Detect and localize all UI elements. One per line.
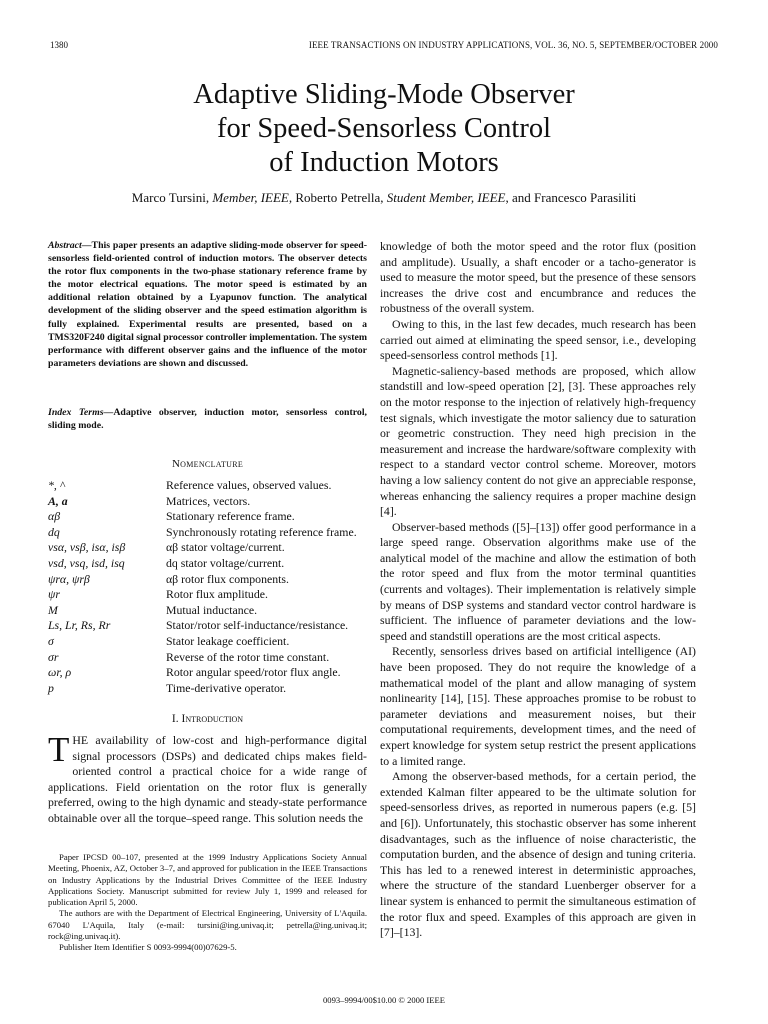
nomenclature-row — [48, 587, 368, 603]
nomenclature-row — [48, 478, 368, 494]
right-column — [380, 239, 696, 941]
nomenclature-row — [48, 681, 368, 697]
nomenclature-definition: Synchronously rotating reference frame. — [166, 524, 357, 539]
nomenclature-symbol: ωr, ρ — [48, 665, 72, 680]
nomenclature-definition: Reverse of the rotor time constant. — [166, 649, 330, 664]
nomenclature-definition: Rotor flux amplitude. — [166, 587, 268, 602]
nomenclature-row — [48, 572, 368, 588]
author-role: Member, IEEE — [212, 190, 289, 205]
nomenclature-symbol: A, a — [48, 493, 68, 508]
nomenclature-symbol: σr — [48, 649, 59, 664]
author-name: Marco Tursini, — [131, 190, 210, 205]
nomenclature-definition: dq stator voltage/current. — [166, 555, 285, 570]
body-paragraph: knowledge of both the motor speed and the rotor flux (position and amplitude). Usually, a shaft encoder or a tacho-generator is used to measure the motor speed, but the presence of these sensors increases the drive cost and encumbrance and reduces the robustness of the overall system. — [380, 239, 696, 316]
nomenclature-symbol: vsα, vsβ, isα, isβ — [48, 540, 126, 555]
body-paragraph: Among the observer-based methods, for a certain period, the extended Kalman filter appeared to be the ultimate solution for speed-sensorless drives, as reported in numerous papers (e.g. [5] and [6]). Unfortunately, this stochastic observer has some inherent disadvantages, such as the influence of noise characteristic, the computation burden, and the absence of design and tuning criteria. This has led to a renewed interest in deterministic approaches, where the structure of the standard Luenberger observer for a linear system is enhanced to permit the simultaneous estimation of the rotor flux and speed. Examples of this approach are given in [7]–[13]. — [380, 769, 696, 940]
nomenclature-symbol: *, ^ — [48, 478, 65, 492]
nomenclature-symbol: ψr — [48, 587, 60, 602]
nomenclature-definition: Matrices, vectors. — [166, 493, 251, 508]
body-paragraph: Recently, sensorless drives based on artificial intelligence (AI) have been proposed. They do not require the knowledge of a mathematical model of the plant and allow managing of system nonlinearity [14], [15]. These approaches promise to be robust to parameter deviations and measurement noises, but their computational requirements, development times, and the need of expert knowledge for system setup restrict the present applications to a limited range. — [380, 644, 696, 768]
author-list — [0, 190, 768, 206]
page-number: 1380 — [50, 40, 68, 50]
nomenclature-definition: Mutual inductance. — [166, 602, 258, 617]
nomenclature-row — [48, 618, 368, 634]
nomenclature-definition: αβ stator voltage/current. — [166, 540, 285, 555]
nomenclature-symbol: M — [48, 602, 58, 617]
nomenclature-row — [48, 525, 368, 541]
index-terms-lead: Index Terms— — [48, 407, 114, 418]
nomenclature-symbol: vsd, vsq, isd, isq — [48, 555, 125, 570]
running-header — [50, 40, 718, 54]
abstract-lead: Abstract— — [48, 240, 92, 251]
footnote — [48, 852, 367, 954]
title-line: Adaptive Sliding-Mode Observer — [193, 79, 575, 110]
title-line: for Speed-Sensorless Control — [216, 113, 552, 144]
body-paragraph: Magnetic-saliency-based methods are proposed, which allow standstill and low-speed operation [2], [3]. These approaches rely on the motor response to the injection of relatively high-frequency test signals, which investigate the motor saliency due to saturation or geometric construction. They need high precision in the measurement and increase the hardware/software complexity with respect to a standard vector control scheme. Moreover, motors having a low saliency content do not give an appreciable response, whereas enhancing the saliency requires a proper machine design [4]. — [380, 363, 696, 519]
nomenclature-symbol: p — [48, 680, 54, 695]
nomenclature-definition: αβ rotor flux components. — [166, 571, 289, 586]
index-terms-text: Adaptive observer, induction motor, sensorless control, sliding mode. — [48, 407, 367, 432]
nomenclature-row — [48, 665, 368, 681]
footnote-paragraph: Paper IPCSD 00–107, presented at the 1999 Industry Applications Society Annual Meeting, Phoenix, AZ, October 3–7, and approved for publication in the IEEE Transactions on Industry Applications by the Industrial Drives Committee of the IEEE Industry Applications Society. Manuscript submitted for review July 1, 1999 and released for publication April 5, 2000. — [48, 852, 367, 908]
nomenclature-symbol: αβ — [48, 509, 61, 524]
nomenclature-symbol: ψrα, ψrβ — [48, 571, 90, 586]
nomenclature-table — [48, 478, 368, 696]
nomenclature-symbol: dq — [48, 524, 60, 539]
nomenclature-row — [48, 634, 368, 650]
body-paragraph: Observer-based methods ([5]–[13]) offer good performance in a large speed range. Observation algorithms make use of the analytical model of the machine and allow the estimation of both the rotor speed and flux from the motor terminal quantities (currents and voltages). Their implementation is relatively simple by means of DSP systems and standard vector control hardware is sufficient. The influence of parameter deviations and the low-speed and standstill operations are the most critical aspects. — [380, 519, 696, 643]
introduction-body: HE availability of low-cost and high-performance digital signal processors (DSPs) and dedicated chips makes field-oriented control a practical choice for a wide range of applications. Field orientation on the rotor flux is generally preferred, owing to the high dynamic and steady-state performance obtainable over all the torque–speed range. This solution needs the — [48, 733, 367, 825]
nomenclature-symbol: Ls, Lr, Rs, Rr — [48, 618, 111, 633]
author-name: , and Francesco Parasiliti — [505, 190, 637, 205]
journal-header: IEEE TRANSACTIONS ON INDUSTRY APPLICATIONS, VOL. 36, NO. 5, SEPTEMBER/OCTOBER 2000 — [308, 40, 718, 50]
nomenclature-row — [48, 650, 368, 666]
nomenclature-definition: Rotor angular speed/rotor flux angle. — [166, 665, 341, 680]
nomenclature-row — [48, 494, 368, 510]
nomenclature-definition: Stator/rotor self-inductance/resistance. — [166, 618, 349, 633]
nomenclature-row — [48, 556, 368, 572]
nomenclature-row — [48, 603, 368, 619]
paper-title — [0, 78, 768, 180]
index-terms — [48, 406, 367, 432]
abstract — [48, 239, 367, 370]
title-line: of Induction Motors — [269, 147, 499, 178]
nomenclature-definition: Time-derivative operator. — [166, 680, 287, 695]
copyright-footer: 0093–9994/00$10.00 © 2000 IEEE — [322, 995, 446, 1005]
nomenclature-heading: Nomenclature — [171, 458, 244, 470]
body-paragraph: Owing to this, in the last few decades, much research has been carried out aimed at eliminating the speed sensor, i.e., developing speed-sensorless control methods [1]. — [380, 316, 696, 363]
author-role: Student Member, IEEE — [386, 190, 506, 205]
abstract-text: This paper presents an adaptive sliding-mode observer for speed-sensorless field-oriented control of induction motors. The observer detects the rotor flux components in the two-phase stationary reference frame by the motor electrical equations. The motor speed is estimated by an additional relation obtained by a Lyapunov function. The analytical development of the sliding observer and the speed estimation algorithm is fully explained. Experimental results are presented, based on a TMS320F240 digital signal processor controller implementation. The system performance with different observer gains and the influence of the motor parameters deviations are shown and discussed. — [48, 240, 367, 369]
nomenclature-definition: Stationary reference frame. — [166, 509, 295, 524]
nomenclature-row — [48, 540, 368, 556]
nomenclature-definition: Stator leakage coefficient. — [166, 633, 290, 648]
nomenclature-symbol: σ — [48, 633, 54, 648]
nomenclature-row — [48, 509, 368, 525]
author-name: , Roberto Petrella, — [288, 190, 384, 205]
footnote-paragraph: The authors are with the Department of Electrical Engineering, University of L'Aquila. 67040 L'Aquila, Italy (e-mail: tursini@ing.univaq.it; petrella@ing.univaq.it; rock@ing.univaq.it). — [48, 908, 367, 942]
nomenclature-definition: Reference values, observed values. — [166, 478, 332, 492]
footnote-paragraph: Publisher Item Identifier S 0093-9994(00)07629-5. — [59, 942, 237, 953]
drop-cap: T — [48, 730, 70, 769]
introduction-text — [48, 730, 367, 827]
section-heading-introduction: I. Introduction — [171, 713, 244, 725]
